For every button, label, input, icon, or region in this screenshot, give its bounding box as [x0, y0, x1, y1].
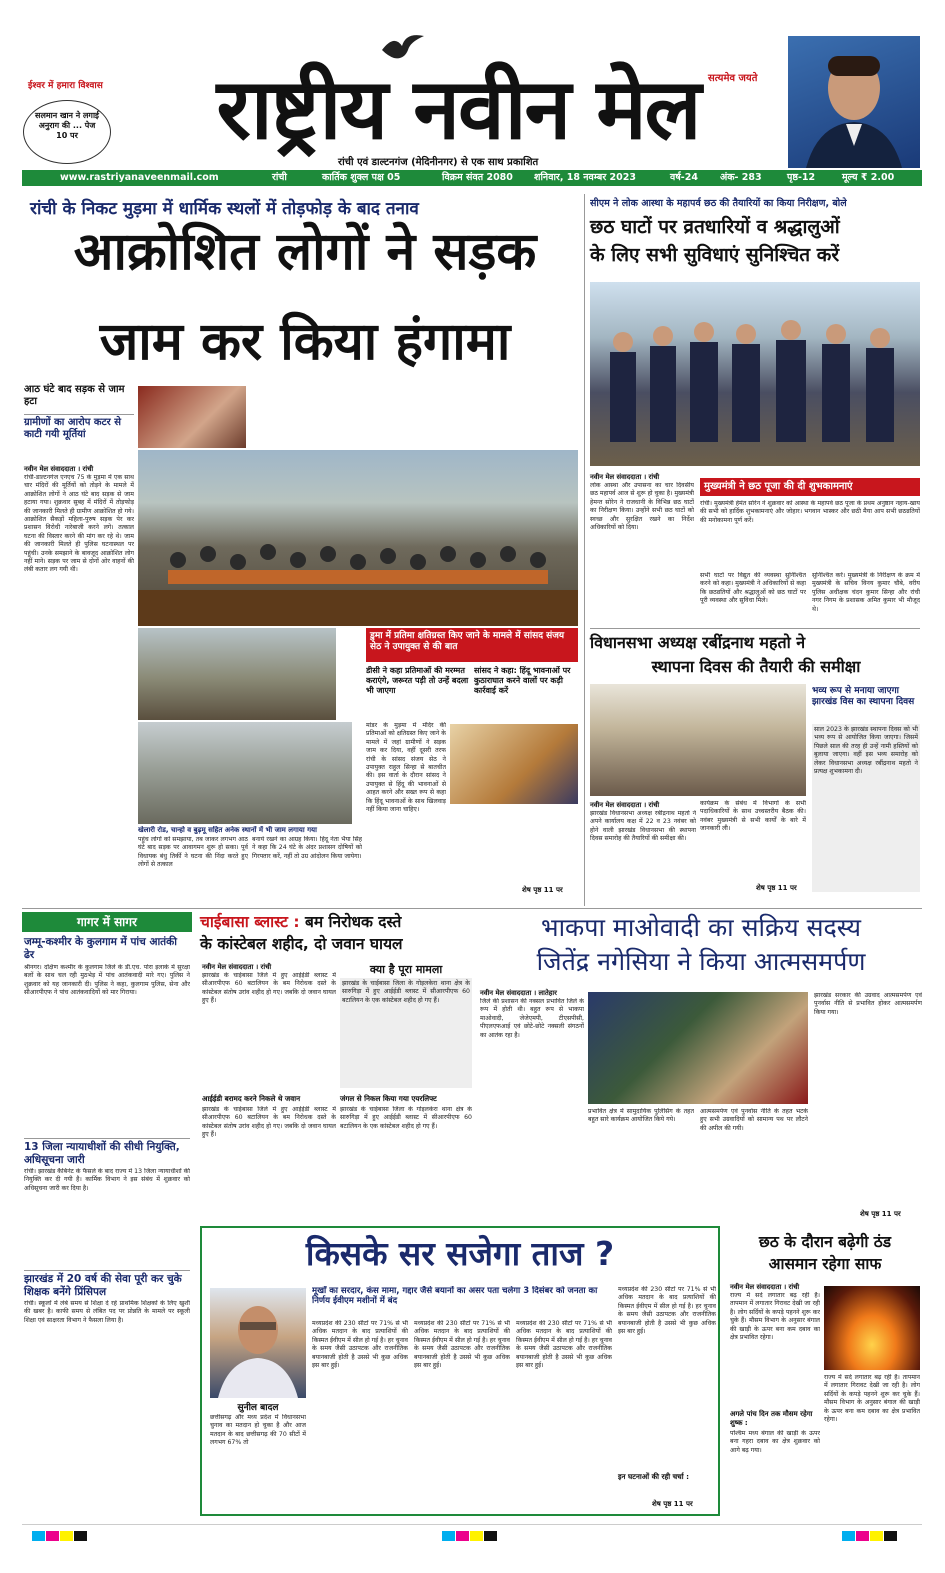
- swatch-magenta-3: [856, 1531, 869, 1541]
- vidhansabha-headline-1: विधानसभा अध्यक्ष रबींद्रनाथ महतो ने: [590, 633, 806, 652]
- maoist-byline: नवीन मेल संवाददाता । लातेहार: [480, 989, 557, 997]
- sansad-photo: [450, 724, 578, 804]
- taj-deck: मूर्खों का सरदार, कंस मामा, गद्दार जैसे बयानों का असर पता चलेगा 3 दिसंबर को जनता का निर्णय ईवीएम मशीनों में बंद: [312, 1286, 598, 1306]
- sansad-point-1: डीसी ने कहा प्रतिमाओं की मरम्मत कराएंगे, जरूरत पड़ी तो उन्हें बदला भी जाएगा: [366, 666, 469, 695]
- swatch-magenta-2: [456, 1531, 469, 1541]
- swatch-black-2: [484, 1531, 497, 1541]
- swatch-black: [74, 1531, 87, 1541]
- protest-crowd-photo: [138, 450, 578, 626]
- weather-headline-1: छठ के दौरान बढ़ेगी ठंड: [758, 1233, 892, 1251]
- taj-author: सुनील बादल: [237, 1403, 279, 1413]
- photo-caption: खेलारी रोड, चान्हो व बुढ़मू सहित अनेक स्थानों में भी जाम लगाया गया: [138, 826, 317, 834]
- chaibasa-sub2: जंगल से निकल किया गया एयरलिफ्ट: [340, 1094, 437, 1103]
- road-block-photo-1: [138, 628, 336, 720]
- chaibasa-headline-rest: बम निरोधक दस्ते: [304, 913, 402, 931]
- vidhansabha-side-head: भव्य रूप से मनाया जाएगा झारखंड विस का स्थापना दिवस: [812, 686, 915, 707]
- lead-headline-1: आक्रोशित लोगों ने सड़क: [73, 222, 537, 282]
- info-city: रांची: [272, 172, 287, 183]
- chaibasa-headline-red: चाईबासा ब्लास्ट :: [200, 913, 300, 931]
- swatch-magenta: [46, 1531, 59, 1541]
- info-price: मूल्य ₹ 2.00: [842, 172, 895, 183]
- bonfire-photo: [824, 1286, 920, 1370]
- swatch-yellow-3: [870, 1531, 883, 1541]
- masthead-title: राष्ट्रीय नवीन मेल: [216, 59, 700, 158]
- section-rule: [22, 908, 922, 909]
- author-photo: [210, 1288, 306, 1398]
- info-tithi: कार्तिक शुक्ल पक्ष 05: [322, 172, 401, 183]
- motto: सत्यमेव जयते: [708, 73, 758, 84]
- gagar-h1: जम्मू-कश्मीर के कुलगाम में पांच आतंकी ढेर: [24, 936, 177, 961]
- vidhansabha-body: झारखंड विधानसभा अध्यक्ष रबींद्रनाथ महतो ने अपने कार्यालय कक्ष में 22 व 23 नवंबर को होने वाली झारखंड विधानसभा की स्थापना दिवस समारोह की तैयारियों की समीक्षा की।: [590, 810, 696, 843]
- taj-col0: छत्तीसगढ़ और मध्य प्रदेश में विधानसभा चुनाव का मतदान हो चुका है और आज मतदान के बाद छत्तीसगढ़ की 70 सीटों में लगभग 67% तो: [210, 1414, 306, 1447]
- info-date: शनिवार, 18 नवम्बर 2023: [534, 172, 636, 183]
- maoist-more-link[interactable]: शेष पृष्ठ 11 पर: [860, 1210, 901, 1218]
- registration-swatches-mid: [442, 1526, 498, 1545]
- swatch-cyan-3: [842, 1531, 855, 1541]
- chaibasa-headline-2: के कांस्टेबल शहीद, दो जवान घायल: [200, 935, 403, 953]
- chhath-body: लोक आस्था और उपासना का चार दिवसीय छठ महापर्व आज से शुरू हो चुका है। मुख्यमंत्री हेमन्त सोरेन ने राजधानी के विभिन्न छठ घाटों का निरीक्षण किया। उन्होंने सभी छठ घाटों को स्वच्छ और सुरक्षित रखने का निर्देश अधिकारियों को दिया।: [590, 482, 694, 532]
- chhath-headline-2: के लिए सभी सुविधाएं सुनिश्चित करें: [590, 244, 840, 266]
- cm-inspection-photo: [590, 282, 920, 466]
- chaibasa-headline-1: [200, 912, 474, 932]
- lead-sub1: आठ घंटे बाद सड़क से जाम हटा: [24, 384, 125, 407]
- chhath-col3: सभी घाटों पर विद्युत की व्यवस्था सुनिश्चित करने को कहा। मुख्यमंत्री ने अधिकारियों से कहा कि छठव्रतियों और श्रद्धालुओं को छठ घाटों पर पूरी व्यवस्था और सुविधा मिले।: [700, 572, 806, 605]
- lead-kicker: रांची के निकट मुड़मा में धार्मिक स्थलों में तोड़फोड़ के बाद तनाव: [30, 199, 419, 219]
- maoist-col2: प्रभावित क्षेत्र में सामुदायिक पुलिसिंग के तहत बहुत सारे कार्यक्रम आयोजित किये गये।: [588, 1108, 694, 1124]
- gagar-b1: श्रीनगर। दक्षिण कश्मीर के कुलगाम जिले के डी.एच. पोरा इलाके में सुरक्षा बलों के साथ चल रही मुठभेड़ में पांच आतंकवादी मारे गए। पुलिस ने शुक्रवार को यह जानकारी दी। पुलिस ने कहा, कुलगाम पुलिस, सेना और सीआरपीएफ ने पांच आतंकवादियों को मार गिराया।: [24, 964, 190, 997]
- taj-body-4: मध्यप्रदेश की 230 सीटों पर 71% से भी अधिक मतदान के बाद प्रत्याशियों की किस्मत ईवीएम में सील हो गई है। हर चुनाव के समय जैसी उठापटक और राजनीतिक बयानबाजी होती है उससे भी कुछ अधिक इस बार हुई।: [618, 1286, 716, 1336]
- officials-group-icon: [590, 282, 920, 466]
- road-block-photo-2: [138, 722, 352, 824]
- sansad-point-2: सांसद ने कहा: हिंदू भावनाओं पर कुठाराघात करने वालों पर कड़ी कार्रवाई करें: [474, 666, 571, 695]
- idol-photo: [138, 386, 246, 448]
- swatch-black-3: [884, 1531, 897, 1541]
- chaibasa-body: झारखंड के चाईबासा जिले में हुए आईईडी ब्लास्ट में सीआरपीएफ 60 बटालियन के बम निरोधक दस्ते के कांस्टेबल संतोष उरांव शहीद हो गए। जबकि दो जवान घायल हुए हैं।: [202, 972, 336, 1005]
- maoist-body: जिले की प्रशासन की नक्सल प्रभावित जिले के रूप में होती थी। बहुत रूप से भाकपा माओवादी, जेजेएमपी, टीएसपीसी, पीएलएफआई एवं छोटे-छोटे नक्सली संगठनों का आतंक रहा है।: [480, 998, 584, 1039]
- info-pages: पृष्ठ-12: [787, 172, 816, 183]
- vidhansabha-rule: [590, 628, 920, 629]
- author-portrait-icon: [210, 1288, 306, 1398]
- vidhansabha-headline-2: स्थापना दिवस की तैयारी की समीक्षा: [651, 657, 861, 676]
- weather-story: [728, 1226, 922, 1516]
- chaibasa-side-body-2: झारखंड के चाईबासा जिला के गोइलकेरा थाना क्षेत्र के सारुगिड़ा में हुए आईईडी ब्लास्ट में सीआरपीएफ 60 बटालियन के एक कांस्टेबल शहीद हो गए हैं।: [340, 1106, 472, 1130]
- gagar-b2: रांची। झारखंड कैबिनेट के फैसले के बाद राज्य में 13 जिला न्यायाधीशों की नियुक्ति कर दी गयी है। कार्मिक विभाग ने इस संबंध में शुक्रवार को अधिसूचना जारी कर दिया है।: [24, 1168, 190, 1192]
- chhath-kicker: सीएम ने लोक आस्था के महापर्व छठ की तैयारियों का किया निरीक्षण, बोले: [590, 198, 847, 209]
- surrender-photo: [588, 992, 808, 1104]
- lead-sub2: ग्रामीणों का आरोप कटर से काटी गयी मूर्तियां: [24, 414, 134, 441]
- weather-headline-2: आसमान रहेगा साफ: [768, 1255, 882, 1273]
- crowd-scene-icon: [138, 450, 578, 626]
- taj-box: [200, 1226, 720, 1516]
- taj-body: मध्यप्रदेश की 230 सीटों पर 71% से भी अधिक मतदान के बाद प्रत्याशियों की किस्मत ईवीएम में सील हो गई है। हर चुनाव के समय जैसी उठापटक और राजनीतिक बयानबाजी होती है उससे भी कुछ अधिक इस बार हुई।: [312, 1320, 408, 1370]
- info-samvat: विक्रम संवत 2080: [442, 172, 513, 183]
- chhath-col4: सुनिश्चित करें। मुख्यमंत्री के निरीक्षण के क्रम में मुख्यमंत्री के सचिव विनय कुमार चौबे, वरीय पुलिस अधीक्षक चंदन कुमार सिन्हा और रांची नगर निगम के प्रशासक अमित कुमार भी मौजूद थे।: [812, 572, 920, 613]
- vidhansabha-byline: नवीन मेल संवाददाता । रांची: [590, 801, 660, 809]
- teaser-text: सलमान खान ने लगाई अनुराग की ... पेज 10 पर: [35, 111, 99, 140]
- chhath-greet-banner: मुख्यमंत्री ने छठ पूजा की दी शुभकामनाएं: [700, 478, 920, 496]
- maoist-headline-2: जितेंद्र नगेसिया ने किया आत्मसमर्पण: [536, 947, 866, 976]
- gagar-h2: 13 जिला न्यायाधीशों की सीधी नियुक्ति, अधिसूचना जारी: [24, 1138, 190, 1167]
- chaibasa-side-head: क्या है पूरा मामला: [369, 963, 443, 976]
- weather-body: राज्य में सर्द लगातार बढ़ रही है। तापमान में लगातार गिरावट देखी जा रही है। लोग सर्दियों के कपड़े पहनने शुरू कर चुके हैं। मौसम विभाग के अनुसार बंगाल की खाड़ी के ऊपर बना कम दबाव का क्षेत्र प्रभावित रहेगा।: [730, 1292, 820, 1342]
- maoist-col4: झारखंड सरकार की उग्रवाद आत्मसमर्पण एवं पुनर्वास नीति से प्रभावित होकर आत्मसमर्पण किया गया।: [814, 992, 922, 1016]
- weather-byline: नवीन मेल संवाददाता । रांची: [730, 1283, 800, 1291]
- celebrity-photo: [788, 36, 920, 168]
- taj-body-3: मध्यप्रदेश की 230 सीटों पर 71% से भी अधिक मतदान के बाद प्रत्याशियों की किस्मत ईवीएम में सील हो गई है। हर चुनाव के समय जैसी उठापटक और राजनीतिक बयानबाजी होती है उससे भी कुछ अधिक इस बार हुई।: [516, 1320, 612, 1370]
- weather-sub: अगले पांच दिन तक मौसम रहेगा शुष्क :: [730, 1410, 813, 1427]
- chhath-headline-1: छठ घाटों पर व्रतधारियों व श्रद्धालुओं: [590, 216, 840, 238]
- sansad-body: मांडर के मुड़मा में मंदिर की प्रतिमाओं को क्षतिग्रस्त किए जाने के मामले में जहां ग्रामीणों ने सड़क जाम कर दिया, वहीं दूसरी तरफ रांची के सांसद संजय सेठ ने उपायुक्त राहुल सिन्हा से बातचीत की। इस वार्ता के दौरान सांसद ने उपायुक्त से हिंदू की भावनाओं से आहत करने और सख्त रूप से कहा कि हिंदू भावनाओं के साथ खिलवाड़ नहीं किया जाना चाहिए।: [366, 722, 446, 814]
- vidhansabha-col2: कार्यक्रम के संबंध में विभागों के सभी पदाधिकारियों के साथ उच्चस्तरीय बैठक की। नवंबर मुख्यमंत्री से सभी कार्यों के बारे में जानकारी ली।: [700, 800, 806, 833]
- taj-sub: इन घटनाओं की रही चर्चा :: [618, 1472, 689, 1481]
- taj-headline: किसके सर सजेगा ताज ?: [305, 1234, 615, 1273]
- registration-bar: [22, 1524, 922, 1536]
- lead-byline: नवीन मेल संवाददाता । रांची: [24, 465, 94, 473]
- teaser-oval[interactable]: [23, 100, 111, 164]
- vidhansabha-side-body: साल 2023 के झारखंड स्थापना दिवस को भी भव्य रूप से आयोजित किया जाएगा। जिसमें पिछले साल की तरह ही उन्हें नामी हस्तियों को बुलाया जाएगा। वहीं इस भव्य समारोह को लेकर विधानसभा अध्यक्ष रबींद्रनाथ महतो ने प्रत्यक्ष शुभकामना दी।: [812, 724, 920, 892]
- info-bar: [22, 170, 922, 186]
- chhath-greet-body: रांची। मुख्यमंत्री हेमंत सोरेन ने शुक्रवार को आस्था के महापर्व छठ पूजा के प्रथम अनुष्ठान नहाय-खाय की सभी को हार्दिक शुभकामनाएं और जोहार। भगवान भास्कर और छठी मैया आप सभी छठव्रतियों की मनोकामना पूर्ण करें।: [700, 500, 920, 524]
- registration-swatches-right: [842, 1526, 898, 1545]
- info-year: वर्ष-24: [670, 172, 698, 183]
- chaibasa-story: [200, 912, 474, 1222]
- portrait-icon: [788, 36, 920, 168]
- lead-col3: बनाये रखने का आग्रह किया। हिंदू नेता भैया सिंह ने कहा कि 24 घंटे के अंदर प्रशासन दोषियों को गिरफ्तार करें, नहीं तो उग्र आंदोलन किया जायेगा।: [252, 836, 362, 860]
- website-link[interactable]: www.rastriyanaveenmail.com: [60, 172, 219, 183]
- chaibasa-side-body: झारखंड के चाईबासा जिला के गोइलकेरा थाना क्षेत्र के सारुगिड़ा में हुए आईईडी ब्लास्ट में सीआरपीएफ 60 बटालियन के एक कांस्टेबल शहीद हो गए हैं।: [340, 978, 472, 1088]
- weather-body-right: राज्य में सर्द लगातार बढ़ रही है। तापमान में लगातार गिरावट देखी जा रही है। लोग सर्दियों के कपड़े पहनने शुरू कर चुके हैं। मौसम विभाग के अनुसार बंगाल की खाड़ी के ऊपर बना कम दबाव का क्षेत्र प्रभावित रहेगा।: [824, 1374, 920, 1424]
- registration-swatches-left: [32, 1526, 88, 1545]
- maoist-col3: आत्मसमर्पण एवं पुनर्वास नीति के तहत भटके हुए सभी उग्रवादियों को सामान्य पथ पर लौटने की अपील की गयी।: [700, 1108, 808, 1132]
- info-issue: अंक- 283: [720, 172, 762, 183]
- masthead-subtitle: रांची एवं डाल्टनगंज (मेदिनीनगर) से एक साथ प्रकाशित: [338, 157, 539, 168]
- taj-body-2: मध्यप्रदेश की 230 सीटों पर 71% से भी अधिक मतदान के बाद प्रत्याशियों की किस्मत ईवीएम में सील हो गई है। हर चुनाव के समय जैसी उठापटक और राजनीतिक बयानबाजी होती है उससे भी कुछ अधिक इस बार हुई।: [414, 1320, 510, 1370]
- taj-more-link[interactable]: शेष पृष्ठ 11 पर: [652, 1500, 693, 1508]
- chhath-byline: नवीन मेल संवाददाता । रांची: [590, 473, 660, 481]
- sansad-banner: डुमा में प्रतिमा क्षतिग्रस्त किए जाने के मामले में सांसद संजय सेठ ने उपायुक्त से की बात: [366, 628, 578, 662]
- weather-body-2: पश्चिम मध्य बंगाल की खाड़ी के ऊपर बना गहरा दबाव का क्षेत्र शुक्रवार को आगे बढ़ गया।: [730, 1430, 820, 1454]
- gagar-h3: झारखंड में 20 वर्ष की सेवा पूरी कर चुके शिक्षक बनेंगे प्रिंसिपल: [24, 1270, 190, 1299]
- chaibasa-byline: नवीन मेल संवाददाता । रांची: [202, 963, 272, 971]
- maoist-story: [480, 912, 922, 1222]
- vidhansabha-meeting-photo: [590, 684, 806, 796]
- swatch-yellow: [60, 1531, 73, 1541]
- column-divider: [584, 194, 585, 906]
- tagline: ईश्वर में हमारा विश्वास: [28, 81, 103, 91]
- gagar-section: [22, 912, 192, 1516]
- gagar-b3: रांची। स्कूलों में लंबे समय से शिक्षा दे रहे प्राथमिक शिक्षकों के लिए खुशी की खबर है। काफी समय से लंबित पद पर प्रोन्नति के मामले पर स्कूली शिक्षा एवं साक्षरता विभाग ने फैसला लिया है।: [24, 1300, 190, 1324]
- maoist-headline-1: भाकपा माओवादी का सक्रिय सदस्य: [541, 913, 861, 942]
- vidhansabha-more-link[interactable]: शेष पृष्ठ 11 पर: [756, 884, 797, 892]
- swatch-cyan-2: [442, 1531, 455, 1541]
- gagar-title: गागर में सागर: [22, 912, 192, 932]
- lead-headline-2: जाम कर किया हंगामा: [99, 312, 511, 372]
- swatch-yellow-2: [470, 1531, 483, 1541]
- lead-col2: पहुंच लोगों को समझाया, तब जाकर लगभग आठ घंटे बाद सड़क पर आवागमन शुरू हो सका। पूर्व विधायक बंधु तिर्की ने घटना की निंदा करते हुए लोगों से तत्काल: [138, 836, 248, 869]
- chaibasa-sub: आईईडी बरामद करने निकले थे जवान: [202, 1094, 301, 1103]
- lead-body: रांची-डाल्टनगंज एनएच 75 के मुड़मा में एक साथ चार मंदिरों की मूर्तियों को तोड़ने के मामले में आक्रोशित लोगों ने आठ घंटे बाद सड़क से जाम हटाया गया। शुक्रवार सुबह में मंदिरों में तोड़फोड़ की जानकारी मिलते ही ग्रामीण आक्रोशित हो गये। आक्रोशित सैकड़ों महिला-पुरुष सड़क पेर कर प्रशासन विरोधी नारेबाजी करने लगे। तत्काल घटना की विस्तार करने की मांग कर रहे थे। जाम की जानकारी मिलते ही पुलिस घटनास्थल पर पहुंची। उनके समझाने के बावजूद आक्रोशित लोग नहीं माने। सड़क पर जाम से दोनों ओर वाहनों की लंबी कतार लग गयी थी।: [24, 474, 134, 574]
- swatch-cyan: [32, 1531, 45, 1541]
- chhath-story: [588, 192, 922, 904]
- lead-story: [22, 192, 582, 904]
- masthead: [18, 18, 923, 168]
- chaibasa-body-2: झारखंड के चाईबासा जिले में हुए आईईडी ब्लास्ट में सीआरपीएफ 60 बटालियन के बम निरोधक दस्ते के कांस्टेबल संतोष उरांव शहीद हो गए। जबकि दो जवान घायल हुए हैं।: [202, 1106, 336, 1139]
- sansad-more-link[interactable]: शेष पृष्ठ 11 पर: [522, 886, 563, 894]
